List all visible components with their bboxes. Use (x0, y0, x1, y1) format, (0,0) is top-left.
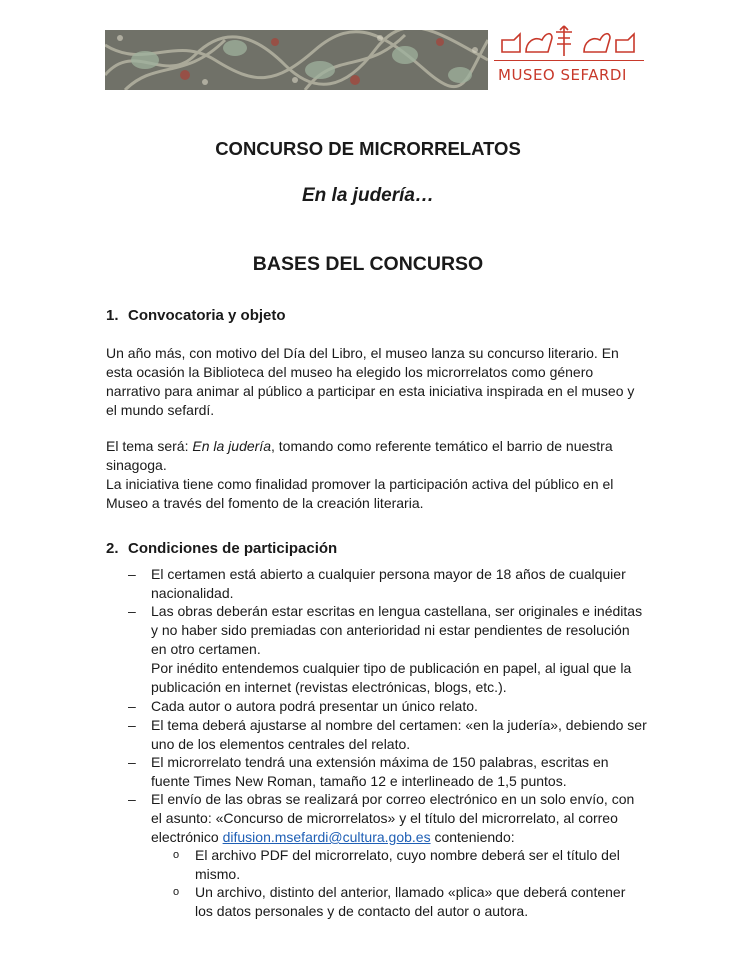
text-line: en otro certamen. (151, 641, 261, 657)
bases-heading: BASES DEL CONCURSO (252, 253, 484, 275)
text-run: conteniendo: (430, 829, 515, 845)
text-line: y no haber sido premiadas con anterioridad ni estar pendientes de resolución (151, 622, 630, 638)
text-line: narrativo para animar al público a participar en esta iniciativa inspirada en el museo y (106, 383, 635, 399)
section-1-number: 1. (106, 307, 119, 324)
theme-italic: En la judería (192, 438, 271, 454)
text-line: El certamen está abierto a cualquier persona mayor de 18 años de cualquier (151, 566, 626, 582)
section-2-heading (106, 540, 337, 557)
text-line: uno de los elementos centrales del relato. (151, 736, 411, 752)
text-line: El archivo PDF del microrrelato, cuyo nombre deberá ser el título del (195, 847, 620, 863)
text-line: Museo a través del fomento de la creación literaria. (106, 495, 424, 511)
text-line: Un año más, con motivo del Día del Libro, el museo lanza su concurso literario. En (106, 345, 619, 361)
dash-bullet: – (128, 603, 136, 619)
text-line: El envío de las obras se realizará por correo electrónico en un solo envío, con (151, 791, 635, 807)
dash-bullet: – (128, 717, 136, 733)
text-line: los datos personales y de contacto del autor o autora. (195, 903, 529, 919)
text-line (151, 828, 634, 847)
text-run: El tema será: (106, 438, 193, 454)
dash-bullet: – (128, 791, 136, 807)
text-line: el mundo sefardí. (106, 402, 215, 418)
email-link[interactable]: difusion.msefardi@cultura.gob.es (222, 829, 431, 845)
circle-bullet: o (173, 849, 180, 861)
section-1-heading (106, 307, 286, 324)
text-line: fuente Times New Roman, tamaño 12 e interlineado de 1,5 puntos. (151, 773, 567, 789)
text-line: El tema deberá ajustarse al nombre del certamen: «en la judería», debiendo ser (151, 717, 647, 733)
logo-text: MUSEO SEFARDI (498, 66, 627, 84)
text-line: esta ocasión la Biblioteca del museo ha elegido los microrrelatos como género (106, 364, 594, 380)
section-1-paragraph-1 (106, 344, 646, 420)
text-line: El microrrelato tendrá una extensión máxima de 150 palabras, escritas en (151, 754, 609, 770)
document-title: CONCURSO DE MICRORRELATOS (215, 138, 521, 159)
section-2-number: 2. (106, 540, 119, 557)
logo-divider (494, 60, 644, 61)
text-line (106, 437, 646, 456)
section-1-title: Convocatoria y objeto (128, 307, 286, 324)
text-line: Cada autor o autora podrá presentar un único relato. (151, 698, 478, 714)
text-run: , tomando como referente temático el barrio de nuestra (270, 438, 613, 454)
dash-bullet: – (128, 754, 136, 770)
section-1-paragraph-2 (106, 437, 646, 513)
dash-bullet: – (128, 698, 136, 714)
dash-bullet: – (128, 566, 136, 582)
text-run: electrónico (151, 829, 223, 845)
text-line: Por inédito entendemos cualquier tipo de publicación en papel, al igual que la (151, 660, 632, 676)
text-line: Un archivo, distinto del anterior, llamado «plica» que deberá contener (195, 884, 626, 900)
contest-subtitle: En la judería… (302, 185, 434, 206)
text-line: el asunto: «Concurso de microrrelatos» y el título del microrrelato, al correo (151, 810, 618, 826)
text-line: Las obras deberán estar escritas en lengua castellana, ser originales e inéditas (151, 603, 643, 619)
text-line: nacionalidad. (151, 585, 234, 601)
header-mosaic-banner (105, 30, 488, 90)
text-line: La iniciativa tiene como finalidad promover la participación activa del público en el (106, 476, 614, 492)
circle-bullet: o (173, 886, 180, 898)
text-line: mismo. (195, 866, 241, 882)
text-line: publicación en internet (revistas electrónicas, blogs, etc.). (151, 679, 507, 695)
section-2-title: Condiciones de participación (128, 540, 338, 557)
text-line: sinagoga. (106, 457, 167, 473)
